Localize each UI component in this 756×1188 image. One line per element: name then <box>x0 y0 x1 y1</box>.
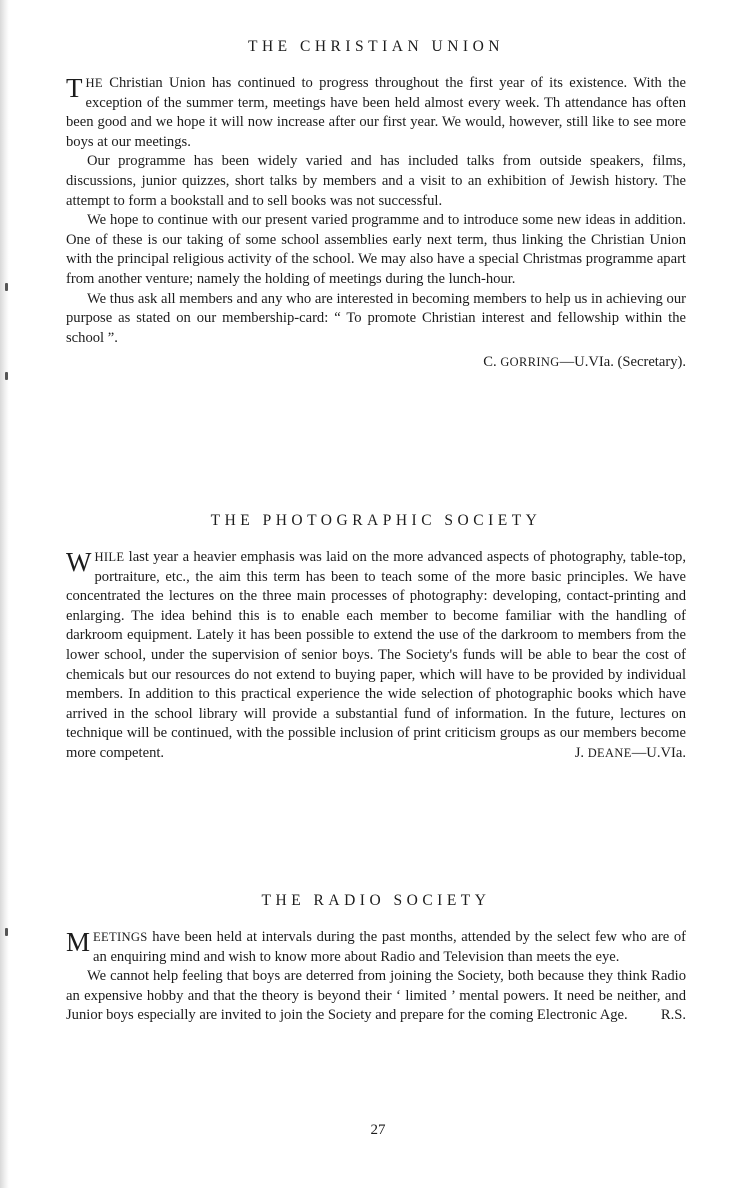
paragraph <box>66 74 686 152</box>
paragraph-text: last year a heavier emphasis was laid on the more advanced aspects of photography, table-top, portraiture, etc., the aim this term has been to teach some of the more basic principles. We have concentrated the lectures on the three main processes of photography: developing, contact-printing and enlarging. The idea behind this is to enable each member to become familiar with the handling of darkroom equipment. Lately it has been possible to extend the use of the darkroom to members from the lower school, under the supervision of senior boys. The Society's funds will be able to bear the cost of chemicals but our resources do not extend to buying paper, which will have to be provided by individual members. In addition to this practical experience the wide selection of photographic books which have arrived in the school library will provide a substantial fund of information. In the future, lectures on technique will be continued, with the possible inclusion of print criticism groups as our members become more competent. <box>66 549 686 761</box>
page-edge-shadow <box>0 0 9 1188</box>
paragraph-text: Christian Union has continued to progress throughout the first year of its existence. With the exception of the summer term, meetings have been held almost every week. Th attendance has often been good and we hope it will now increase after our first year. We would, however, still like to see more boys at our meetings. <box>66 75 686 150</box>
section-title: THE PHOTOGRAPHIC SOCIETY <box>210 512 542 529</box>
section-title: THE RADIO SOCIETY <box>261 892 491 909</box>
signature-initial: C. <box>483 354 501 371</box>
paragraph: We hope to continue with our present varied programme and to introduce some new ideas in addition. One of these is our taking of some school assemblies early next term, thus linking the Christian Union with the principal religious activity of the school. We may also have a special Christmas programme apart from another venture; namely the holding of meetings during the lunch-hour. <box>66 212 686 287</box>
paragraph: We thus ask all members and any who are interested in becoming members to help us in achieving our purpose as stated on our membership-card: “ To promote Christian interest and fellowship within the school ”. <box>66 290 686 346</box>
margin-mark <box>5 372 8 380</box>
small-caps-lead: HE <box>85 76 103 90</box>
signature-name: GORRING <box>500 355 560 370</box>
section-christian-union <box>66 38 686 372</box>
section-title: THE CHRISTIAN UNION <box>248 38 504 55</box>
drop-cap: T <box>66 73 83 103</box>
signature-form: —U.VIa. (Secretary). <box>559 354 686 371</box>
signature-name: DEANE <box>587 745 632 760</box>
section-body <box>66 548 686 764</box>
drop-cap: W <box>66 547 92 577</box>
small-caps-lead: HILE <box>94 550 125 564</box>
signature <box>66 352 686 372</box>
section-radio-society <box>66 892 686 1026</box>
paragraph-text: We cannot help feeling that boys are deterred from joining the Society, both because they think Radio an expensive hobby and that the theory is beyond their ‘ limited ’ mental powers. It need be neither, and Junior boys especially are invited to join the Society and prepare for the coming Electronic Age. <box>66 968 686 1024</box>
section-photographic-society <box>66 512 686 764</box>
page-number: 27 <box>370 1122 386 1138</box>
signature-initial: J. <box>574 744 588 761</box>
section-body <box>66 74 686 372</box>
paragraph: Our programme has been widely varied and has included talks from outside speakers, films, discussions, junior quizzes, short talks by members and a visit to an exhibition of Jewish history. The attempt to form a bookstall and to sell books was not successful. <box>66 153 686 209</box>
small-caps-lead: EETINGS <box>93 930 148 944</box>
paragraph <box>66 548 686 764</box>
paragraph <box>66 928 686 967</box>
drop-cap: M <box>66 927 91 957</box>
signature: R.S. <box>660 1007 686 1024</box>
signature-form: —U.VIa. <box>631 744 686 761</box>
paragraph-text: have been held at intervals during the past months, attended by the select few who are of an enquiring mind and wish to know more about Radio and Television than meets the eye. <box>93 929 686 965</box>
margin-mark <box>5 283 8 291</box>
paragraph <box>66 967 686 1026</box>
section-body <box>66 928 686 1026</box>
margin-mark <box>5 928 8 936</box>
signature <box>575 744 686 764</box>
